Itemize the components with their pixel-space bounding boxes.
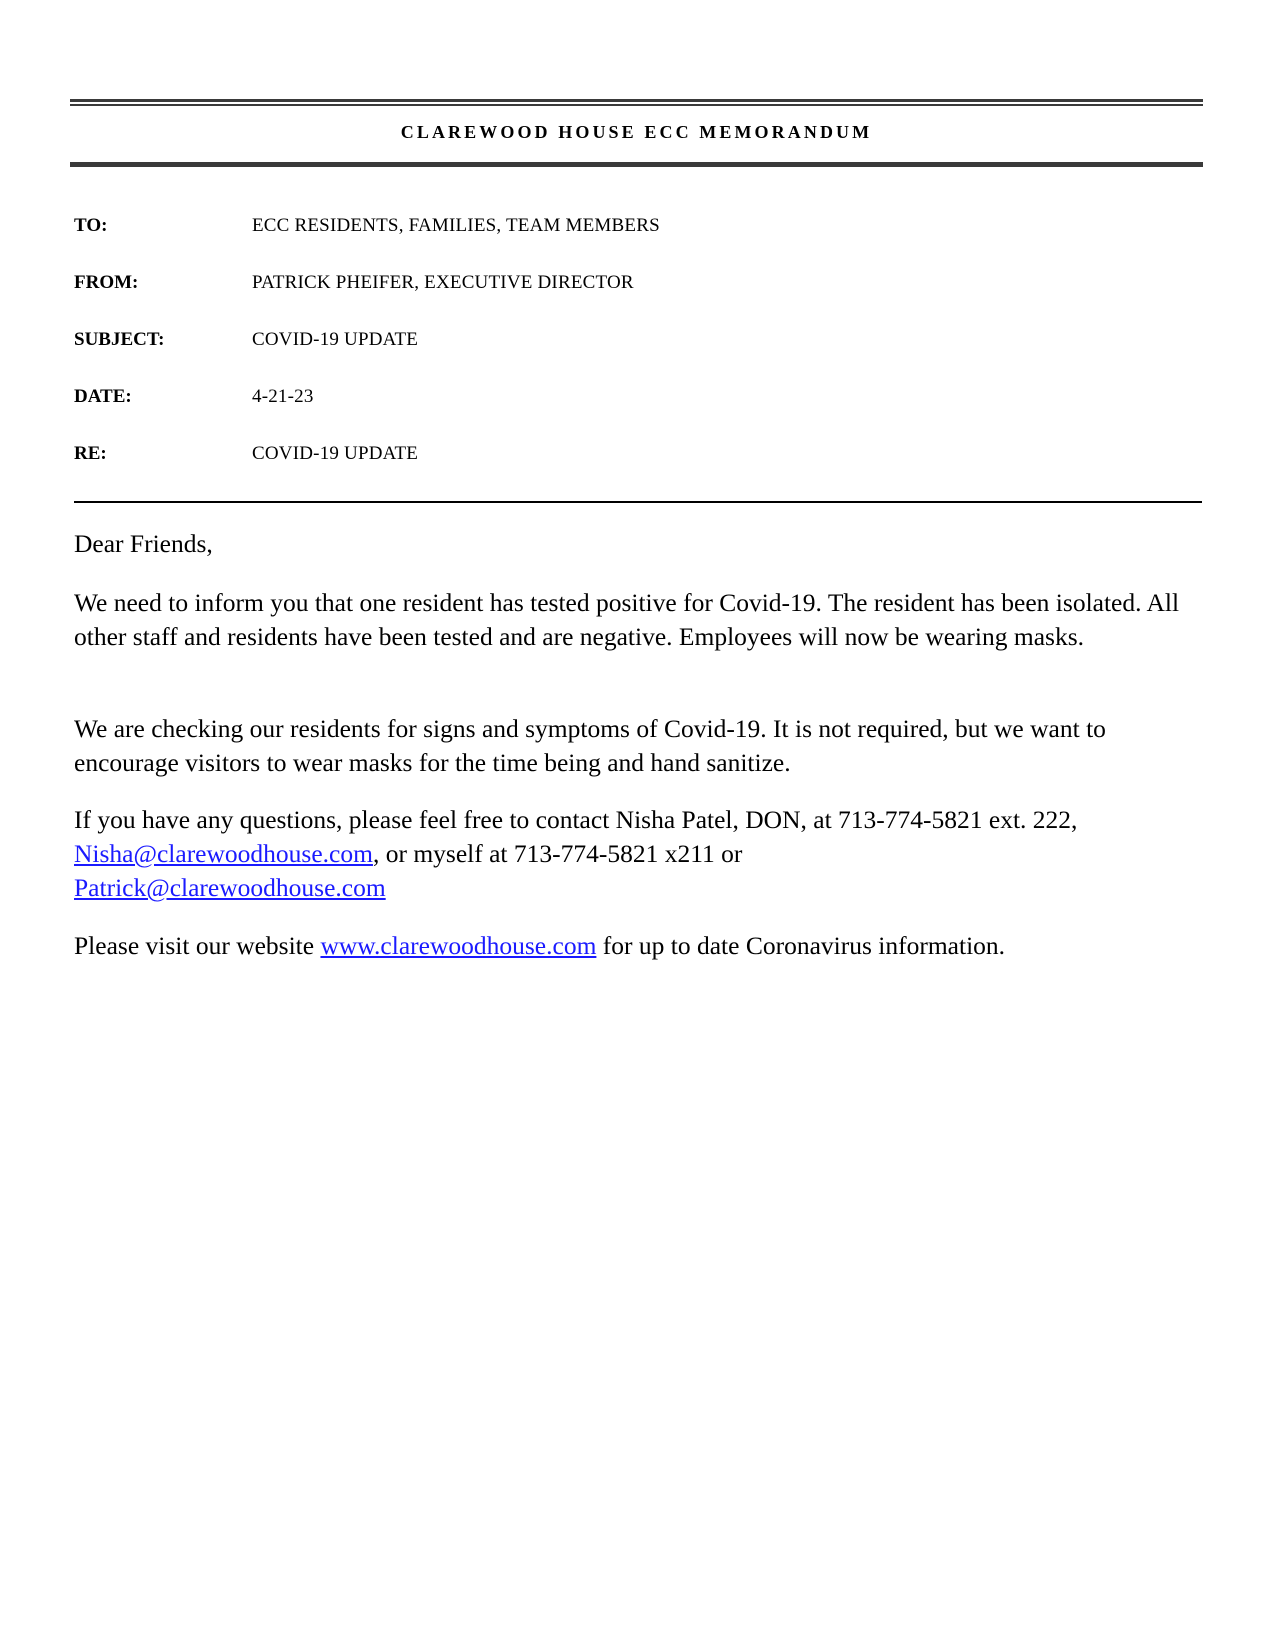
memo-title: CLAREWOOD HOUSE ECC MEMORANDUM [400, 122, 873, 142]
date-value: 4-21-23 [252, 386, 314, 407]
website-text-after: for up to date Coronavirus information. [596, 931, 1006, 960]
to-value: ECC RESIDENTS, FAMILIES, TEAM MEMBERS [252, 215, 660, 236]
patrick-email-link[interactable]: Patrick@clarewoodhouse.com [74, 873, 386, 902]
paragraph-contact [74, 803, 1214, 905]
re-field [74, 442, 1194, 466]
re-value: COVID-19 UPDATE [252, 443, 419, 464]
fields-divider [74, 501, 1202, 503]
header-top-rule-secondary [70, 104, 1203, 106]
to-field [74, 214, 1194, 238]
website-link[interactable]: www.clarewoodhouse.com [320, 931, 597, 960]
from-label: FROM: [74, 272, 139, 293]
subject-label: SUBJECT: [74, 329, 165, 350]
re-label: RE: [74, 443, 107, 464]
paragraph-website [74, 929, 1214, 963]
paragraph-symptom-checks: We are checking our residents for signs and symptoms of Covid-19. It is not required, but we want to encourage visitors to wear masks for the time being and hand sanitize. [74, 714, 1106, 777]
from-value: PATRICK PHEIFER, EXECUTIVE DIRECTOR [252, 272, 634, 293]
paragraph-positive-case: We need to inform you that one resident has tested positive for Covid-19. The resident has been isolated. All other staff and residents have been tested and are negative. Employees will now be wearing masks. [74, 588, 1180, 651]
header-top-rule [70, 99, 1203, 102]
date-label: DATE: [74, 386, 132, 407]
contact-text-middle: , or myself at 713-774-5821 x211 or [372, 839, 743, 868]
from-field [74, 271, 1194, 295]
to-label: TO: [74, 215, 108, 236]
date-field [74, 385, 1194, 409]
header-bottom-rule [70, 162, 1203, 167]
subject-field [74, 328, 1194, 352]
nisha-email-link[interactable]: Nisha@clarewoodhouse.com [74, 839, 373, 868]
contact-text-intro: If you have any questions, please feel free to contact Nisha Patel, DON, at 713-774-5821 ext. 222, [74, 805, 1078, 834]
website-text-before: Please visit our website [74, 931, 321, 960]
subject-value: COVID-19 UPDATE [252, 329, 419, 350]
salutation: Dear Friends, [74, 529, 213, 558]
